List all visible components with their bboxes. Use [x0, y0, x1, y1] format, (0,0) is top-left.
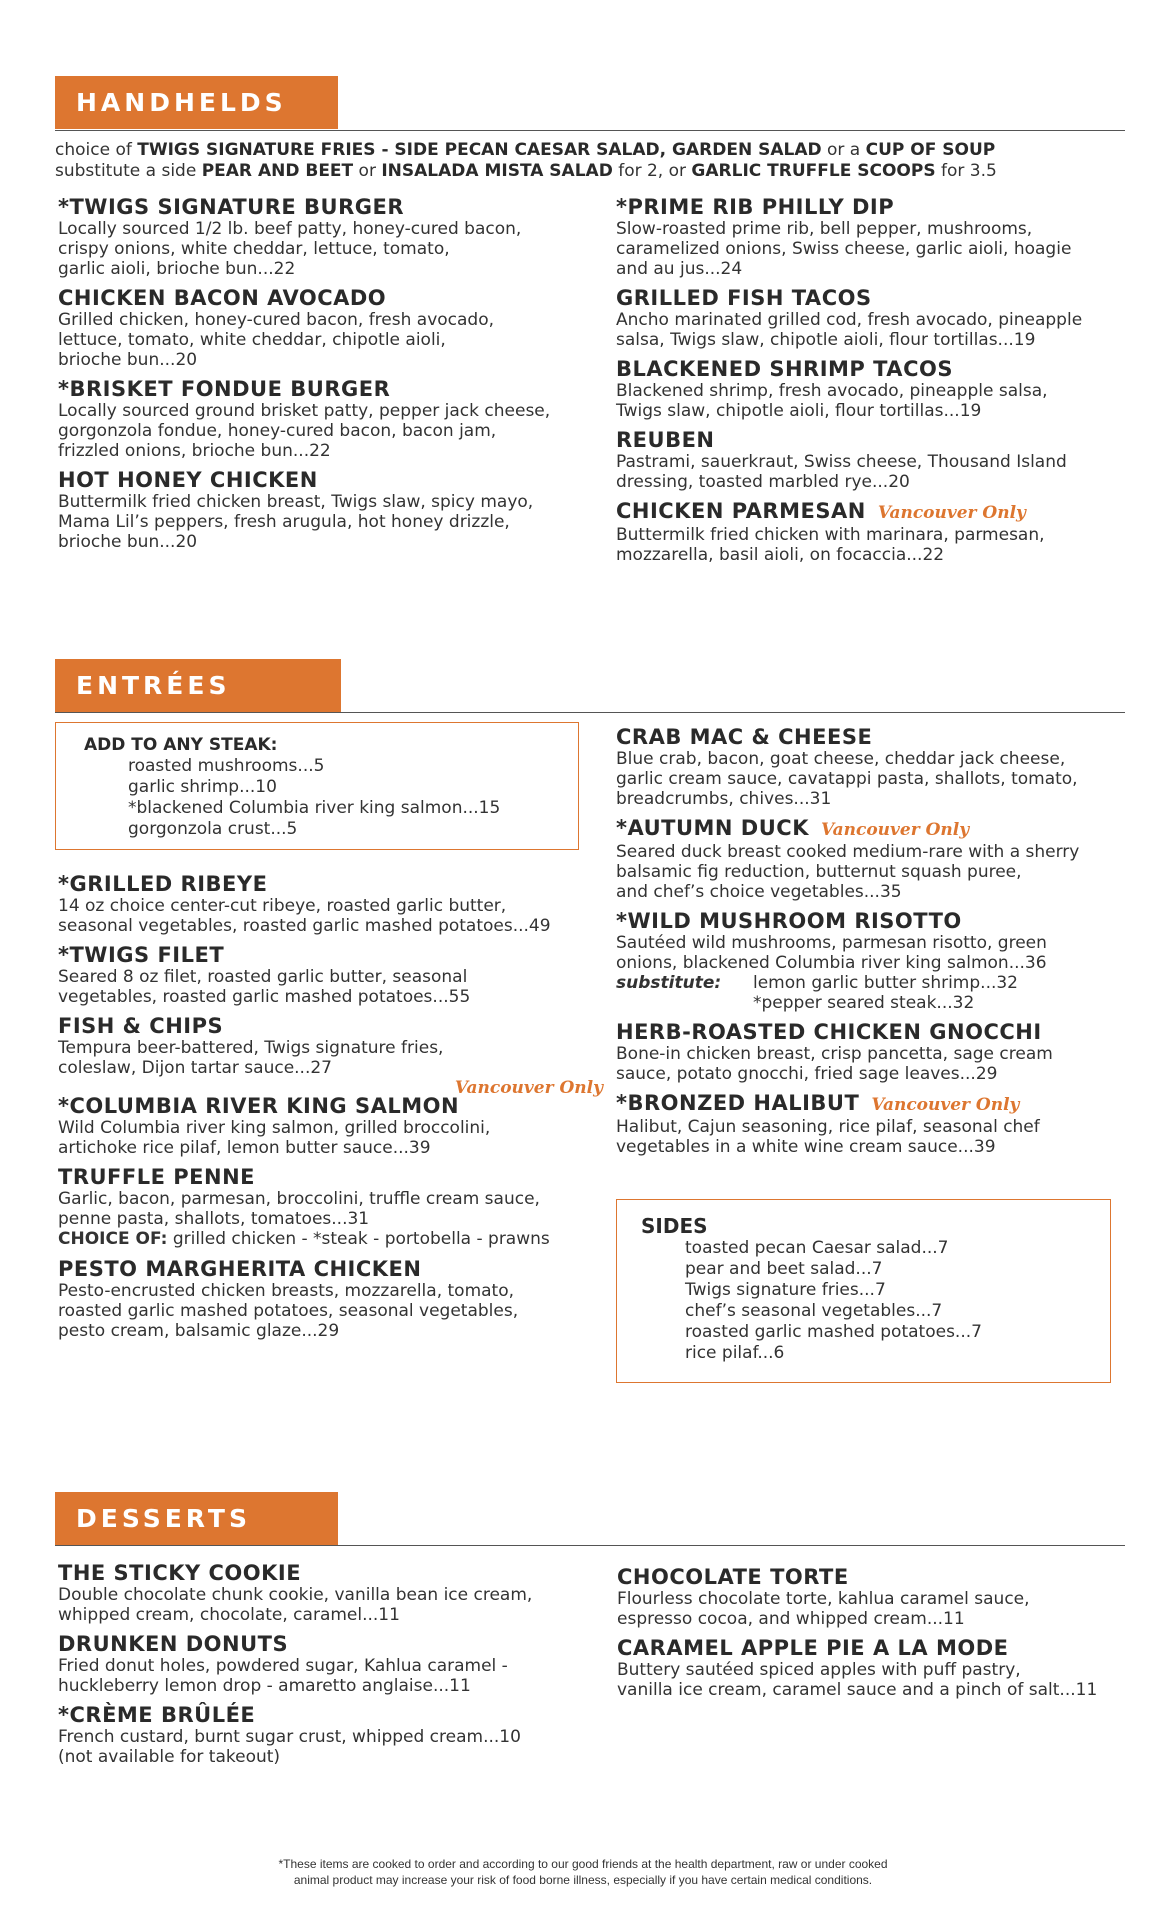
- vancouver-only-tag: Vancouver Only: [820, 820, 970, 840]
- desc-line: espresso cocoa, and whipped cream...11: [617, 1609, 965, 1629]
- item-description: [616, 310, 1146, 350]
- add-to-steak-box: [55, 722, 579, 850]
- menu-item: [58, 468, 598, 552]
- item-name: *TWIGS SIGNATURE BURGER: [58, 195, 405, 219]
- item-description: [616, 219, 1146, 279]
- health-footnote: [0, 1856, 1166, 1888]
- desc-line: (not available for takeout): [58, 1747, 281, 1767]
- intro-text: choice of: [55, 140, 138, 160]
- desc-line: and chef’s choice vegetables...35: [616, 882, 902, 902]
- desc-line: Flourless chocolate torte, kahlua caramel sauce,: [617, 1589, 1030, 1609]
- substitute-option: *pepper seared steak...32: [753, 993, 975, 1013]
- desc-line: vanilla ice cream, caramel sauce and a pinch of salt...11: [617, 1680, 1098, 1700]
- desc-line: Locally sourced ground brisket patty, pepper jack cheese,: [58, 401, 551, 421]
- menu-item: [617, 1636, 1147, 1700]
- desserts-rule: [55, 1545, 1125, 1546]
- item-name: DRUNKEN DONUTS: [58, 1632, 289, 1656]
- item-description: [58, 967, 603, 1007]
- item-name: *TWIGS FILET: [58, 943, 225, 967]
- desc-line: sauce, potato gnocchi, fried sage leaves...29: [616, 1064, 998, 1084]
- desc-line: Seared duck breast cooked medium-rare with a sherry: [616, 842, 1080, 862]
- item-description: [617, 1589, 1147, 1629]
- menu-item: [58, 1632, 603, 1696]
- desc-line: garlic aioli, brioche bun...22: [58, 259, 296, 279]
- item-description: [58, 1189, 603, 1250]
- item-name: [616, 499, 1146, 525]
- desc-line: Pesto-encrusted chicken breasts, mozzarella, tomato,: [58, 1281, 515, 1301]
- desc-line: Blackened shrimp, fresh avocado, pineapple salsa,: [616, 381, 1048, 401]
- desc-line: huckleberry lemon drop - amaretto anglaise...11: [58, 1676, 471, 1696]
- desc-line: 14 oz choice center-cut ribeye, roasted garlic butter,: [58, 896, 507, 916]
- desc-line: and au jus...24: [616, 259, 743, 279]
- desc-line: breadcrumbs, chives...31: [616, 789, 832, 809]
- item-description: [58, 219, 598, 279]
- menu-item: [58, 1703, 603, 1767]
- entrees-title: ENTRÉES: [76, 671, 231, 700]
- desc-line: lettuce, tomato, white cheddar, chipotle aioli,: [58, 330, 446, 350]
- side-item: rice pilaf...6: [685, 1343, 785, 1363]
- handhelds-rule: [55, 130, 1125, 131]
- item-name: *CRÈME BRÛLÉE: [58, 1703, 256, 1727]
- intro-text: for 3.5: [935, 161, 997, 181]
- handhelds-title: HANDHELDS: [76, 88, 287, 117]
- intro-text: for 2, or: [612, 161, 692, 181]
- desc-line: Fried donut holes, powdered sugar, Kahlua caramel -: [58, 1656, 508, 1676]
- desserts-header: [55, 1492, 338, 1545]
- side-item: Twigs signature fries...7: [685, 1280, 886, 1300]
- item-name: FISH & CHIPS: [58, 1014, 224, 1038]
- item-name-text: *AUTUMN DUCK: [616, 816, 809, 840]
- item-description: [58, 401, 598, 461]
- item-description: [616, 1044, 1146, 1084]
- menu-item: [58, 1014, 603, 1078]
- intro-text-bold: GARLIC TRUFFLE SCOOPS: [691, 161, 936, 181]
- substitute-options: [753, 973, 1018, 1013]
- handhelds-right-column: [616, 195, 1146, 572]
- intro-text: or a: [821, 140, 866, 160]
- entrees-right-column: [616, 725, 1146, 1164]
- intro-line-1: [55, 140, 997, 161]
- menu-item: [616, 428, 1146, 492]
- sides-box: [616, 1199, 1111, 1383]
- entrees-header: [55, 659, 341, 712]
- desc-line: Pastrami, sauerkraut, Swiss cheese, Thousand Island: [616, 452, 1067, 472]
- entrees-left-column: [58, 872, 603, 1348]
- substitute-option: lemon garlic butter shrimp...32: [753, 973, 1019, 993]
- desc-line: dressing, toasted marbled rye...20: [616, 472, 910, 492]
- item-description: [58, 896, 603, 936]
- desc-line: brioche bun...20: [58, 532, 198, 552]
- desc-line: gorgonzola fondue, honey-cured bacon, bacon jam,: [58, 421, 497, 441]
- item-name: CRAB MAC & CHEESE: [616, 725, 873, 749]
- desc-line: Wild Columbia river king salmon, grilled broccolini,: [58, 1118, 491, 1138]
- item-name: *BRISKET FONDUE BURGER: [58, 377, 391, 401]
- intro-text-bold: INSALADA MISTA SALAD: [381, 161, 613, 181]
- menu-item: [616, 725, 1146, 809]
- substitute-label: substitute:: [616, 973, 722, 993]
- menu-item: [616, 357, 1146, 421]
- item-name: *GRILLED RIBEYE: [58, 872, 268, 896]
- box-item: garlic shrimp...10: [128, 777, 277, 797]
- item-description: [58, 1585, 603, 1625]
- desc-line: mozzarella, basil aioli, on focaccia...22: [616, 545, 945, 565]
- menu-item: [616, 1020, 1146, 1084]
- intro-line-2: [55, 161, 997, 182]
- item-name: CHICKEN BACON AVOCADO: [58, 286, 387, 310]
- item-name: HOT HONEY CHICKEN: [58, 468, 318, 492]
- item-name: *WILD MUSHROOM RISOTTO: [616, 909, 962, 933]
- item-name: BLACKENED SHRIMP TACOS: [616, 357, 953, 381]
- menu-item: [617, 1565, 1147, 1629]
- desc-line: Halibut, Cajun seasoning, rice pilaf, seasonal chef: [616, 1117, 1040, 1137]
- item-name: GRILLED FISH TACOS: [616, 286, 872, 310]
- choice-label: CHOICE OF:: [58, 1229, 168, 1249]
- desc-line: balsamic fig reduction, butternut squash puree,: [616, 862, 1022, 882]
- item-description: [616, 525, 1146, 565]
- footnote-line: animal product may increase your risk of food borne illness, especially if you have certain medical conditions.: [293, 1873, 873, 1887]
- menu-item: [616, 1091, 1146, 1157]
- desc-line: Garlic, bacon, parmesan, broccolini, truffle cream sauce,: [58, 1189, 540, 1209]
- desc-line: vegetables in a white wine cream sauce...39: [616, 1137, 996, 1157]
- menu-item: [616, 499, 1146, 565]
- desc-line: roasted garlic mashed potatoes, seasonal vegetables,: [58, 1301, 519, 1321]
- menu-item: [616, 286, 1146, 350]
- item-name-text: *BRONZED HALIBUT: [616, 1091, 860, 1115]
- item-name: *COLUMBIA RIVER KING SALMON: [58, 1094, 460, 1118]
- menu-item: [58, 377, 598, 461]
- item-description: [617, 1660, 1147, 1700]
- desc-line: frizzled onions, brioche bun...22: [58, 441, 331, 461]
- item-name: CARAMEL APPLE PIE A LA MODE: [617, 1636, 1009, 1660]
- intro-text-bold: CUP OF SOUP: [865, 140, 996, 160]
- item-name: TRUFFLE PENNE: [58, 1165, 256, 1189]
- item-description: [616, 381, 1146, 421]
- desc-line: Seared 8 oz filet, roasted garlic butter, seasonal: [58, 967, 468, 987]
- intro-text-bold: TWIGS SIGNATURE FRIES - SIDE PECAN CAESAR SALAD, GARDEN SALAD: [137, 140, 822, 160]
- box-item: roasted mushrooms...5: [128, 756, 325, 776]
- item-description: [616, 933, 1146, 1013]
- desc-line: brioche bun...20: [58, 350, 198, 370]
- substitute-row: [616, 973, 1146, 1013]
- desc-line: coleslaw, Dijon tartar sauce...27: [58, 1058, 333, 1078]
- item-name-text: CHICKEN PARMESAN: [616, 499, 866, 523]
- menu-item: [58, 943, 603, 1007]
- desserts-left-column: [58, 1561, 603, 1774]
- desc-line: Ancho marinated grilled cod, fresh avocado, pineapple: [616, 310, 1083, 330]
- item-description: [58, 492, 598, 552]
- desc-line: Buttermilk fried chicken with marinara, parmesan,: [616, 525, 1045, 545]
- desc-line: garlic cream sauce, cavatappi pasta, shallots, tomato,: [616, 769, 1078, 789]
- handhelds-header: [55, 76, 338, 129]
- item-description: [616, 842, 1146, 902]
- sides-title: SIDES: [641, 1214, 708, 1238]
- desc-line: onions, blackened Columbia river king salmon...36: [616, 953, 1047, 973]
- side-item: chef’s seasonal vegetables...7: [685, 1301, 943, 1321]
- side-item: toasted pecan Caesar salad...7: [685, 1238, 949, 1258]
- desserts-right-column: [617, 1565, 1147, 1707]
- choice-of-line: [58, 1229, 603, 1250]
- desc-line: vegetables, roasted garlic mashed potatoes...55: [58, 987, 471, 1007]
- menu-item: [58, 1165, 603, 1250]
- handhelds-left-column: [58, 195, 598, 559]
- item-name: [616, 816, 1146, 842]
- box-item: *blackened Columbia river king salmon...15: [128, 798, 501, 818]
- side-item: pear and beet salad...7: [685, 1259, 883, 1279]
- vancouver-only-tag: Vancouver Only: [454, 1078, 603, 1098]
- desc-line: crispy onions, white cheddar, lettuce, tomato,: [58, 239, 450, 259]
- desc-line: Sautéed wild mushrooms, parmesan risotto, green: [616, 933, 1047, 953]
- menu-item: [58, 286, 598, 370]
- vancouver-only-tag: Vancouver Only: [871, 1095, 1020, 1115]
- item-description: [58, 1118, 603, 1158]
- desc-line: penne pasta, shallots, tomatoes...31: [58, 1209, 370, 1229]
- desc-line: Grilled chicken, honey-cured bacon, fresh avocado,: [58, 310, 495, 330]
- desc-line: Slow-roasted prime rib, bell pepper, mushrooms,: [616, 219, 1033, 239]
- handhelds-intro: [55, 140, 997, 182]
- menu-item: [58, 1257, 603, 1341]
- desserts-title: DESSERTS: [76, 1504, 251, 1533]
- desc-line: caramelized onions, Swiss cheese, garlic aioli, hoagie: [616, 239, 1072, 259]
- item-name: REUBEN: [616, 428, 715, 452]
- desc-line: Blue crab, bacon, goat cheese, cheddar jack cheese,: [616, 749, 1066, 769]
- desc-line: artichoke rice pilaf, lemon butter sauce...39: [58, 1138, 431, 1158]
- menu-item: [616, 195, 1146, 279]
- choice-options: grilled chicken - *steak - portobella - prawns: [167, 1229, 550, 1249]
- item-description: [616, 1117, 1146, 1157]
- item-description: [58, 1038, 603, 1078]
- box-item: gorgonzola crust...5: [128, 819, 298, 839]
- menu-item: [616, 909, 1146, 1013]
- menu-item: [616, 816, 1146, 902]
- desc-line: pesto cream, balsamic glaze...29: [58, 1321, 340, 1341]
- desc-line: Twigs slaw, chipotle aioli, flour tortillas...19: [616, 401, 982, 421]
- desc-line: Locally sourced 1/2 lb. beef patty, honey-cured bacon,: [58, 219, 522, 239]
- item-description: [58, 310, 598, 370]
- item-name: PESTO MARGHERITA CHICKEN: [58, 1257, 422, 1281]
- item-description: [58, 1281, 603, 1341]
- menu-item: [58, 195, 598, 279]
- desc-line: Double chocolate chunk cookie, vanilla bean ice cream,: [58, 1585, 533, 1605]
- item-description: [58, 1656, 603, 1696]
- intro-text-bold: PEAR AND BEET: [201, 161, 354, 181]
- footnote-line: *These items are cooked to order and according to our good friends at the health department, raw or under cooked: [278, 1857, 888, 1871]
- desc-line: seasonal vegetables, roasted garlic mashed potatoes...49: [58, 916, 551, 936]
- item-description: [58, 1727, 603, 1767]
- item-name: HERB-ROASTED CHICKEN GNOCCHI: [616, 1020, 1042, 1044]
- box-title: ADD TO ANY STEAK:: [84, 735, 278, 755]
- item-name: [616, 1091, 1146, 1117]
- menu-item: [58, 872, 603, 936]
- vancouver-only-tag: Vancouver Only: [877, 503, 1026, 523]
- menu-item: [58, 1078, 603, 1158]
- desc-line: whipped cream, chocolate, caramel...11: [58, 1605, 400, 1625]
- menu-item: [58, 1561, 603, 1625]
- desc-line: Mama Lil’s peppers, fresh arugula, hot honey drizzle,: [58, 512, 510, 532]
- entrees-rule: [55, 712, 1125, 713]
- item-name: CHOCOLATE TORTE: [617, 1565, 849, 1589]
- intro-text: or: [353, 161, 382, 181]
- item-name: THE STICKY COOKIE: [58, 1561, 302, 1585]
- intro-text: substitute a side: [55, 161, 202, 181]
- desc-line: Buttery sautéed spiced apples with puff pastry,: [617, 1660, 1021, 1680]
- desc-line: salsa, Twigs slaw, chipotle aioli, flour tortillas...19: [616, 330, 1036, 350]
- desc-line: Buttermilk fried chicken breast, Twigs slaw, spicy mayo,: [58, 492, 534, 512]
- item-description: [616, 452, 1146, 492]
- item-name: *PRIME RIB PHILLY DIP: [616, 195, 895, 219]
- desc-line: Tempura beer-battered, Twigs signature fries,: [58, 1038, 444, 1058]
- desc-line: French custard, burnt sugar crust, whipped cream...10: [58, 1727, 521, 1747]
- side-item: roasted garlic mashed potatoes...7: [685, 1322, 982, 1342]
- item-description: [616, 749, 1146, 809]
- desc-line: Bone-in chicken breast, crisp pancetta, sage cream: [616, 1044, 1053, 1064]
